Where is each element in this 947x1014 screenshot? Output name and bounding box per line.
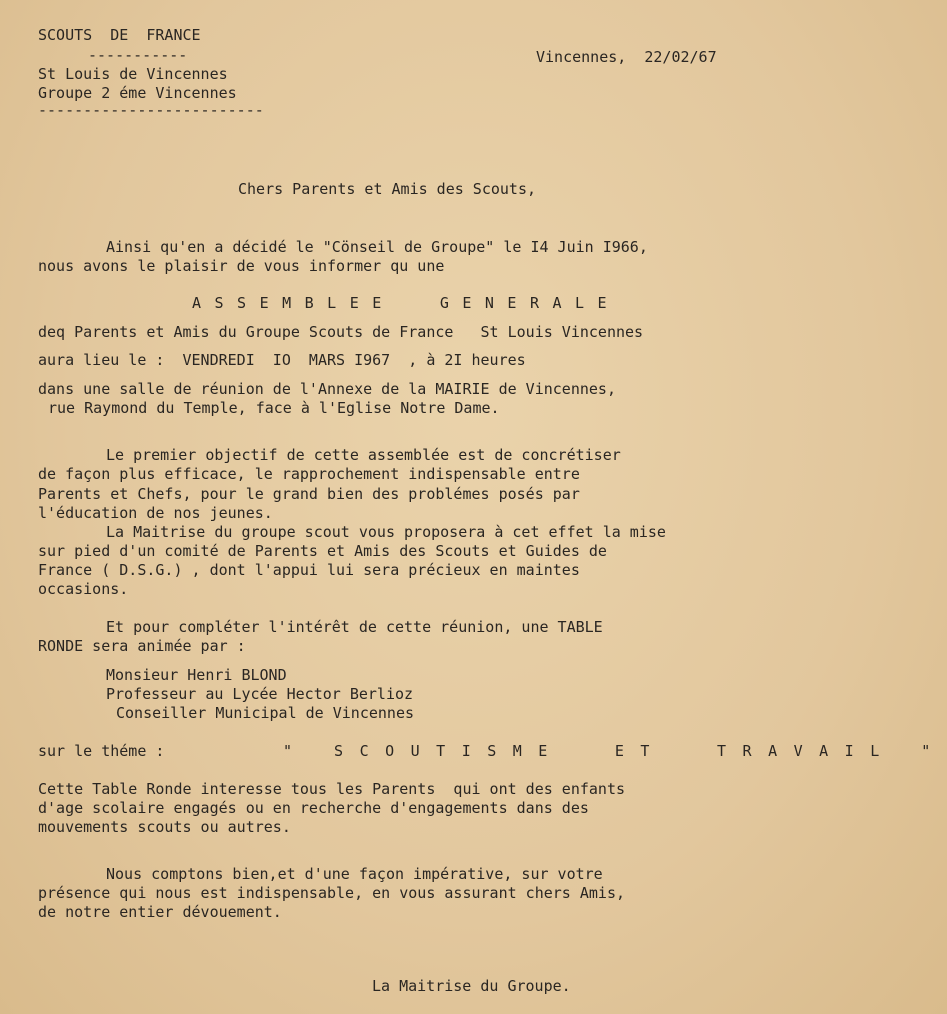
p2-line-2: de façon plus efficace, le rapprochement indispensable entre <box>38 465 580 483</box>
speaker-role-2: Conseiller Municipal de Vincennes <box>116 704 415 722</box>
p5-line-2: d'age scolaire engagés ou en recherche d'engagements dans des <box>38 799 589 817</box>
p3-line-1: La Maitrise du groupe scout vous proposera à cet effet la mise <box>106 523 666 541</box>
header-rule-2: ------------------------- <box>38 101 264 119</box>
p6-line-3: de notre entier dévouement. <box>38 903 282 921</box>
p2-line-4: l'éducation de nos jeunes. <box>38 504 273 522</box>
org-name: SCOUTS DE FRANCE <box>38 26 201 44</box>
p2-line-3: Parents et Chefs, pour le grand bien des problémes posés par <box>38 485 580 503</box>
p6-line-1: Nous comptons bien,et d'une façon impérative, sur votre <box>106 865 603 883</box>
assembly-line-1: deq Parents et Amis du Groupe Scouts de France St Louis Vincennes <box>38 323 644 341</box>
salutation: Chers Parents et Amis des Scouts, <box>238 180 537 198</box>
p5-line-3: mouvements scouts ou autres. <box>38 818 291 836</box>
p4-line-2: RONDE sera animée par : <box>38 637 246 655</box>
speaker-role-1: Professeur au Lycée Hector Berlioz <box>106 685 414 703</box>
p1-line-1: Ainsi qu'en a décidé le "Cönseil de Groupe" le I4 Juin I966, <box>106 238 648 256</box>
p3-line-3: France ( D.S.G.) , dont l'appui lui sera précieux en maintes <box>38 561 580 579</box>
assembly-line-3: dans une salle de réunion de l'Annexe de la MAIRIE de Vincennes, <box>38 380 616 398</box>
signature: La Maitrise du Groupe. <box>372 977 571 995</box>
header-rule: ----------- <box>88 46 188 64</box>
speaker-name: Monsieur Henri BLOND <box>106 666 287 684</box>
theme-label: sur le théme : <box>38 742 165 760</box>
assembly-line-4: rue Raymond du Temple, face à l'Eglise Notre Dame. <box>48 399 500 417</box>
assembly-line-2: aura lieu le : VENDREDI IO MARS I967 , à 2I heures <box>38 351 526 369</box>
p3-line-4: occasions. <box>38 580 129 598</box>
unit-name: St Louis de Vincennes <box>38 65 228 83</box>
assembly-title: ASSEMBLEE GENERALE <box>192 294 621 312</box>
p5-line-1: Cette Table Ronde interesse tous les Parents qui ont des enfants <box>38 780 625 798</box>
place-date: Vincennes, 22/02/67 <box>536 48 717 66</box>
p2-line-1: Le premier objectif de cette assemblée est de concrétiser <box>106 446 621 464</box>
p4-line-1: Et pour compléter l'intérêt de cette réunion, une TABLE <box>106 618 603 636</box>
group-name: Groupe 2 éme Vincennes <box>38 84 237 102</box>
theme-title: " SCOUTISME ET TRAVAIL " <box>283 742 947 760</box>
p3-line-2: sur pied d'un comité de Parents et Amis des Scouts et Guides de <box>38 542 607 560</box>
p1-line-2: nous avons le plaisir de vous informer qu une <box>38 257 445 275</box>
p6-line-2: présence qui nous est indispensable, en vous assurant chers Amis, <box>38 884 625 902</box>
